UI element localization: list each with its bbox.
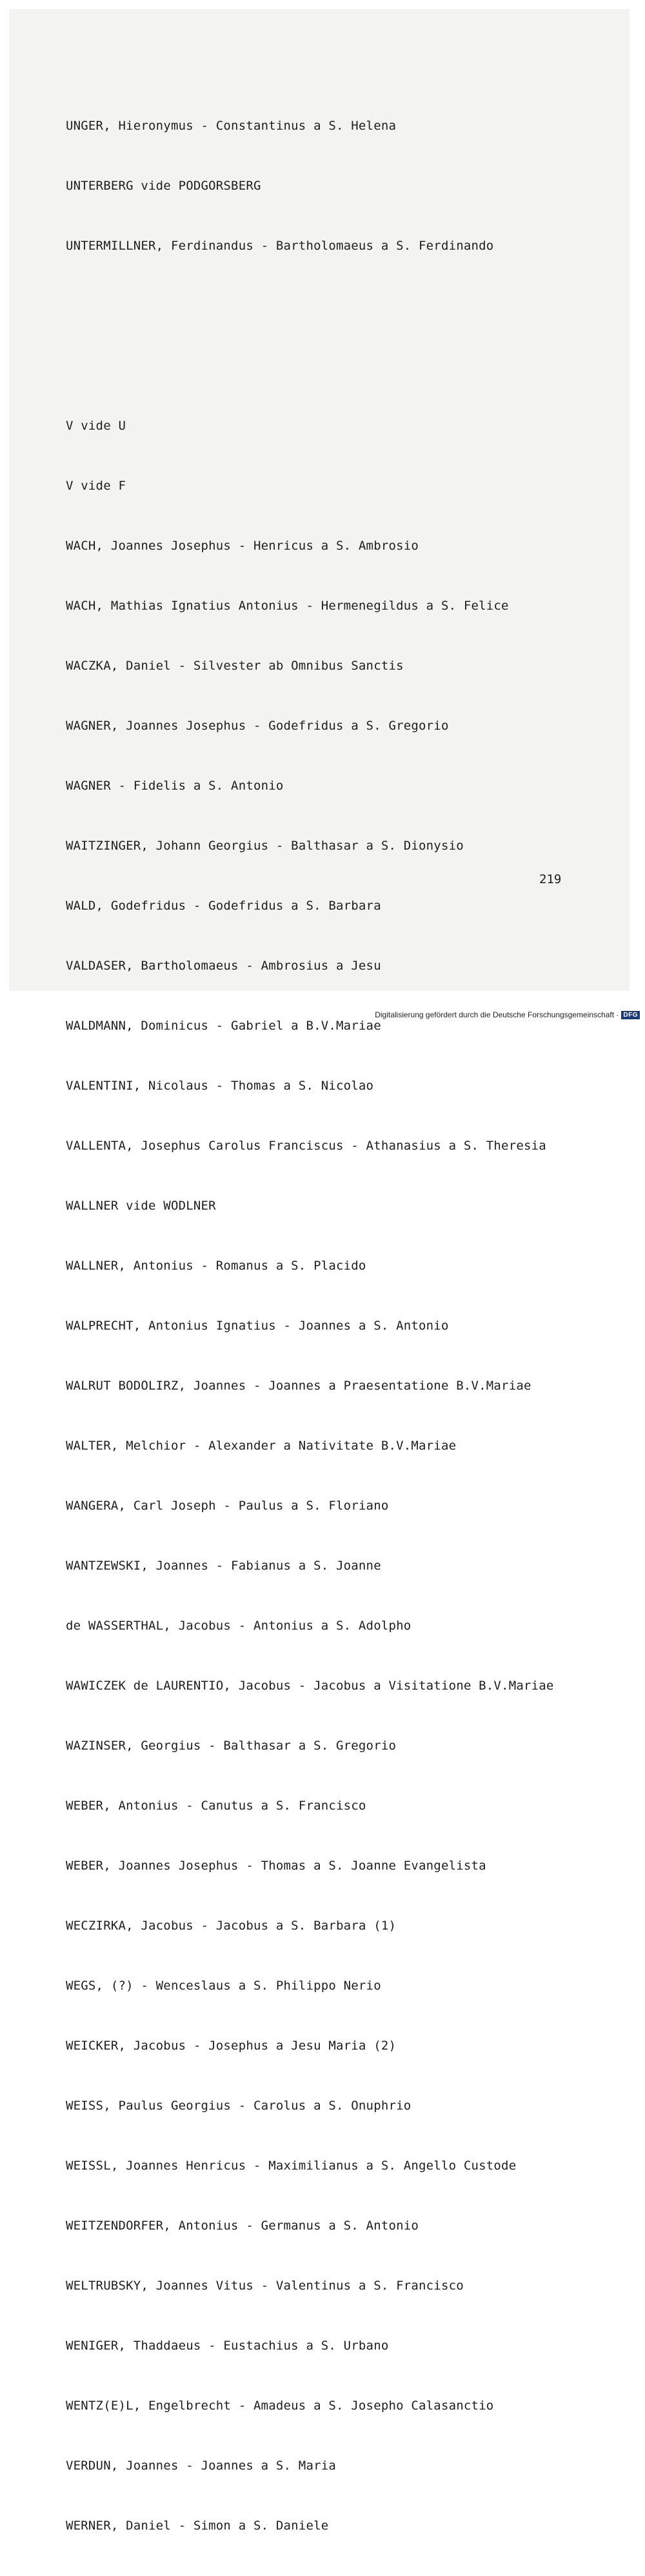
register-entry: de WASSERTHAL, Jacobus - Antonius a S. Adolpho <box>66 1619 412 1633</box>
register-entry: WALLNER vide WODLNER <box>66 1199 216 1213</box>
register-entry: WERNER, Daniel - Simon a S. Daniele <box>66 2519 329 2533</box>
register-entry: WEICKER, Jacobus - Josephus a Jesu Maria (2) <box>66 2039 397 2053</box>
register-entry: WALTER, Melchior - Alexander a Nativitate B.V.Mariae <box>66 1439 457 1453</box>
dfg-logo: DFG <box>621 1011 640 1019</box>
register-list <box>66 76 620 2576</box>
group-separator <box>66 296 620 316</box>
register-entry: VALENTINI, Nicolaus - Thomas a S. Nicolao <box>66 1079 374 1093</box>
register-entry: WEGS, (?) - Wenceslaus a S. Philippo Nerio <box>66 1979 381 1993</box>
register-entry: WENIGER, Thaddaeus - Eustachius a S. Urbano <box>66 2339 389 2353</box>
register-entry: UNGER, Hieronymus - Constantinus a S. Helena <box>66 119 397 133</box>
register-entry: WALRUT BODOLIRZ, Joannes - Joannes a Praesentatione B.V.Mariae <box>66 1379 531 1393</box>
register-entry: WEISS, Paulus Georgius - Carolus a S. Onuphrio <box>66 2099 412 2113</box>
register-entry: WALD, Godefridus - Godefridus a S. Barbara <box>66 899 381 913</box>
register-entry: WALPRECHT, Antonius Ignatius - Joannes a S. Antonio <box>66 1319 449 1333</box>
register-entry: WEBER, Antonius - Canutus a S. Francisco <box>66 1799 366 1813</box>
register-entry: WACH, Joannes Josephus - Henricus a S. Ambrosio <box>66 539 419 553</box>
register-entry: WACZKA, Daniel - Silvester ab Omnibus Sanctis <box>66 659 404 673</box>
register-entry: VERDUN, Joannes - Joannes a S. Maria <box>66 2459 337 2473</box>
register-entry: WAGNER, Joannes Josephus - Godefridus a S. Gregorio <box>66 719 449 733</box>
register-entry: WALDMANN, Dominicus - Gabriel a B.V.Mariae <box>66 1019 381 1033</box>
register-entry: VALDASER, Bartholomaeus - Ambrosius a Jesu <box>66 959 381 973</box>
register-entry: WAZINSER, Georgius - Balthasar a S. Gregorio <box>66 1739 397 1753</box>
group-separator <box>66 356 620 376</box>
register-entry: WEITZENDORFER, Antonius - Germanus a S. Antonio <box>66 2219 419 2233</box>
register-entry: WACH, Mathias Ignatius Antonius - Hermenegildus a S. Felice <box>66 599 509 613</box>
register-entry: V vide F <box>66 479 126 493</box>
register-entry: WEBER, Joannes Josephus - Thomas a S. Joanne Evangelista <box>66 1859 486 1873</box>
register-entry: WECZIRKA, Jacobus - Jacobus a S. Barbara (1) <box>66 1919 397 1933</box>
register-entry: UNTERMILLNER, Ferdinandus - Bartholomaeus a S. Ferdinando <box>66 239 494 253</box>
register-entry: WALLNER, Antonius - Romanus a S. Placido <box>66 1259 366 1273</box>
register-entry: WAITZINGER, Johann Georgius - Balthasar a S. Dionysio <box>66 839 464 853</box>
register-entry: WANGERA, Carl Joseph - Paulus a S. Floriano <box>66 1499 389 1513</box>
digitization-credit <box>375 1010 640 1019</box>
register-entry: WAGNER - Fidelis a S. Antonio <box>66 779 284 793</box>
register-entry: VALLENTA, Josephus Carolus Franciscus - Athanasius a S. Theresia <box>66 1139 546 1153</box>
register-entry: WELTRUBSKY, Joannes Vitus - Valentinus a S. Francisco <box>66 2279 464 2293</box>
register-entry: WAWICZEK de LAURENTIO, Jacobus - Jacobus a Visitatione B.V.Mariae <box>66 1679 554 1693</box>
register-entry: V vide U <box>66 419 126 433</box>
register-entry: UNTERBERG vide PODGORSBERG <box>66 179 261 193</box>
register-entry: WEISSL, Joannes Henricus - Maximilianus a S. Angello Custode <box>66 2159 517 2173</box>
credit-text: Digitalisierung gefördert durch die Deutsche Forschungsgemeinschaft · <box>375 1010 619 1019</box>
register-entry: WANTZEWSKI, Joannes - Fabianus a S. Joanne <box>66 1559 381 1573</box>
register-entry: WENTZ(E)L, Engelbrecht - Amadeus a S. Josepho Calasanctio <box>66 2399 494 2413</box>
page-number: 219 <box>539 872 562 886</box>
